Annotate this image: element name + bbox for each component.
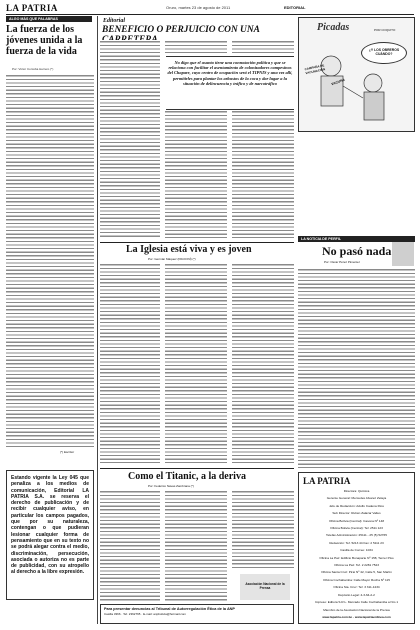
profile-title: No pasó nada: [322, 244, 392, 258]
anp-ad: [100, 604, 294, 624]
editorial-col-2: [165, 40, 227, 54]
titanic-col-2: [165, 490, 227, 602]
staff-row: Oficina Sta. Cruz: Tef. 3 311-1234: [333, 585, 380, 590]
profile-body-text: [298, 268, 415, 468]
law-notice-text: Estando vigente la Ley 045 que penaliza a los medios de comunicación, Editorial LA PATRIA S.A. se reserva el derecho de publicación y de recibir cualquier aviso, en particular los campos pagados, que por su naturaleza, contengan o que pudieran lesionar cualquier forma de pensamiento que en su texto no se podrá alegar contra el medio, discriminación, persecución, asociada o autoriza no es parte de publicidad, con su atropello al derecho a la libre expresión.: [11, 475, 89, 576]
staff-box: [298, 472, 415, 624]
city-date: Oruro, martes 23 de agosto de 2011: [166, 5, 231, 10]
staff-row: Oficina La Paz: Tef. 2 2281 7523: [334, 563, 379, 568]
editorial-col-1: [100, 40, 160, 238]
titanic-col-1: [100, 490, 160, 602]
left-body-text: [6, 74, 94, 448]
law-notice: [6, 470, 94, 600]
iglesia-title: La Iglesia está viva y es joven: [126, 244, 252, 255]
anp-ad-text: Para presentar denuncias al Tribunal de Autorregulación Ética de la ANP: [104, 607, 235, 611]
left-kicker: ALGO MÁS QUE PALABRAS: [6, 16, 92, 22]
titanic-col-3: [232, 490, 294, 570]
staff-row: Jefe de Redacción: Adolfo Cadena Ríos: [329, 503, 384, 508]
editorial-pull-quote: [166, 56, 294, 110]
staff-row: Miembro de la Asociación Nacional de la Prensa: [323, 607, 390, 612]
staff-row: Oficina Cochabamba: Calle Mayor Rocha Nº 115: [323, 577, 390, 582]
editorial-col-2b: [165, 110, 227, 238]
cartoon-bubble-text: ¿Y LOS OBREROS CUÁNDO?: [368, 48, 400, 56]
anp-ad-contact: Casilla 3366 · Tef. 2362765 · E-mail: anpbolivia@hotmail.com: [104, 612, 187, 616]
iglesia-col-1: [100, 263, 160, 463]
iglesia-byline: Por: Germán Máquez (PACIONÍ) (*): [148, 257, 196, 261]
titanic-title: Como el Titanic, a la deriva: [128, 471, 246, 482]
cartoon-sign-1: CAMPAÑA DE VACUNACIÓN: [304, 63, 326, 75]
staff-row: Casilla de Correo: 1034: [340, 548, 373, 553]
iglesia-col-3: [232, 263, 294, 463]
staff-row: Oficina Bolivia (Central): Tef. 2511 123: [330, 526, 383, 531]
staff-row: Gerente General: Mercedes Alvarez Zelaya: [326, 496, 387, 501]
cartoon-title: Picadas: [317, 22, 350, 33]
iglesia-col-2: [165, 263, 227, 463]
editorial-label: Editorial: [103, 18, 126, 24]
cartoon-sign-2: VACUNA: [330, 77, 346, 87]
staff-logo: LA PATRIA: [303, 476, 351, 486]
staff-row: Telefax Administración: 25111 - 25 (5) 52765: [326, 533, 387, 538]
staff-row: Oficina Santa Cruz: Piraí Nº 42, Calle 5, San Martín: [321, 570, 392, 575]
left-title: La fuerza de los jóvenes unida a la fuerza de la vida: [6, 24, 83, 57]
editorial-title: BENEFICIO O PERJUICIO CON UNA: [102, 25, 260, 35]
titanic-top-rule: [100, 468, 294, 469]
staff-row: Directora: Quimica: [343, 489, 370, 493]
column-divider: [97, 16, 98, 624]
staff-list: [303, 488, 410, 614]
staff-row: Oficina La Paz: Edificio Bonaparte Nº 158, Tercer Piso: [319, 555, 394, 560]
anp-logo: [240, 574, 290, 600]
pull-quote-text: No digo que el asunto tiene una connotación política y que se relaciona con facilitar el asentamiento de colonizadores campesinos del Chapare, cuyo centro de ocupación será el TIPNIS y una vez allí, permitirles para plantar los arbustos de la coca y dar lugar a la situación de delincuencia y tráfico y de narcotráfico: [167, 60, 293, 86]
staff-url[interactable]: www.lapatria.com.bo · www.lapatriaenlinea.com: [322, 614, 391, 619]
staff-row: Sub Director: Rubén Zalazar Valles: [332, 511, 381, 516]
staff-row: Oficina Bolivia (Central): Casona Nº 148: [328, 518, 385, 523]
left-footer-note: (*) Escritor: [60, 450, 75, 454]
paper-name: LA PATRIA: [6, 3, 58, 13]
cartoon-drawing: [303, 38, 411, 130]
profile-byline: Por: Oscar Pérez Pimentel: [324, 260, 360, 264]
editorial-col-3: [232, 40, 294, 54]
section-label: EDITORIAL: [284, 5, 306, 10]
staff-row: Redacción: Tef. 5213 44 Fax: 2 5111 23: [329, 540, 384, 545]
editorial-col-3b: [232, 110, 294, 238]
staff-row: Depósito Legal: 4-3-64-2-2: [338, 592, 375, 597]
cartoon-author: POR COQUITO: [374, 28, 396, 32]
iglesia-top-rule: [100, 242, 294, 243]
profile-photo: [392, 242, 414, 266]
left-byline: Por: Víctor Corcoba Herrero (*): [12, 67, 54, 71]
titanic-byline: Por: Federico Navas Zambrana (*): [148, 484, 194, 488]
profile-kicker: LA NOTICIA DE PERFIL: [298, 236, 415, 242]
anp-logo-text: Asociación Nacional de la Prensa: [245, 582, 285, 590]
staff-row: Impreso: Editora S.R.L. Mercado Calle Cochabamba a Nro 1: [314, 600, 399, 605]
masthead-rule: [6, 14, 414, 15]
cartoon-panel: [298, 17, 415, 132]
